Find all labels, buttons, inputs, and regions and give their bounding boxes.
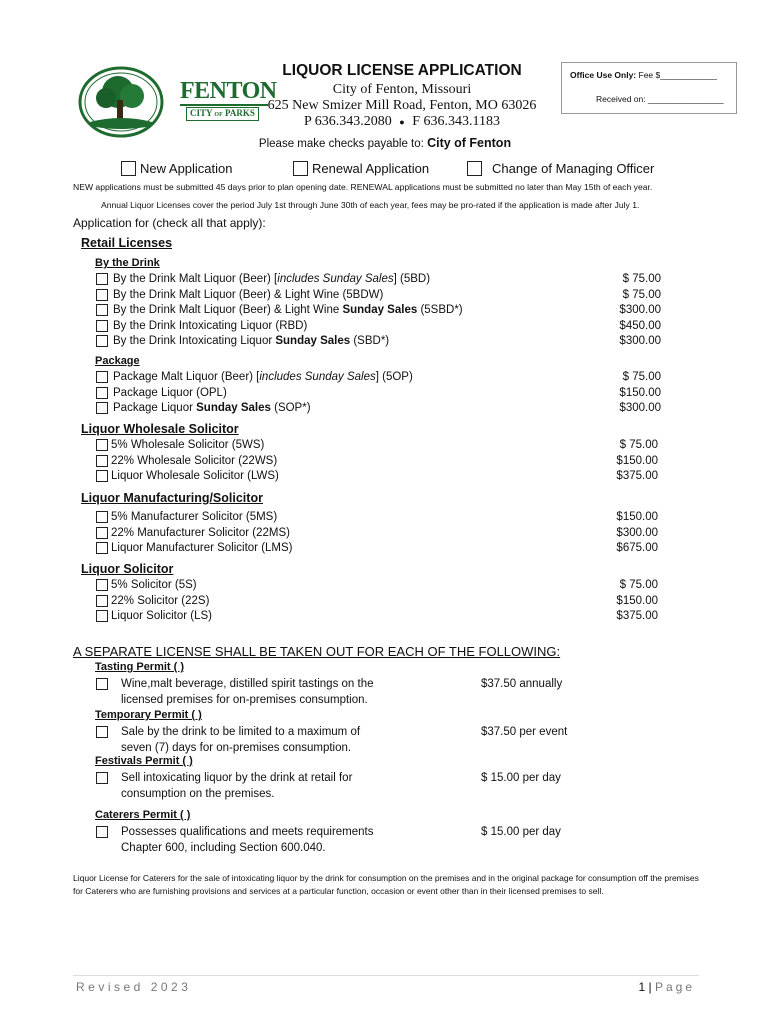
period-note: Annual Liquor Licenses cover the period July 1st through June 30th of each year, fees may be pro-rated if the application is made after July 1. [101,200,640,210]
change-officer-label: Change of Managing Officer [492,161,655,176]
caterers-note: Liquor License for Caterers for the sale of intoxicating liquor by the drink for consumption on the premises and in the original package for consumption off the premises for Caterers who are furnishing provisions and services at a particular function, occasion or event other than in their licensed premises to sell. [73,873,699,896]
check-all-label: Application for (check all that apply): [73,216,266,230]
page-number: 1 [638,980,646,994]
logo-wordmark: FENTON [180,78,277,104]
by-drink-item-suffix: (SBD*) [350,335,390,348]
deadline-note: NEW applications must be submitted 45 days prior to plan opening date. RENEWAL applications must be submitted no later than May 15th of each year. [73,182,653,192]
wholesale-item-label [111,469,279,483]
permit-checkbox[interactable] [96,726,108,738]
wholesale-item-checkbox[interactable] [96,470,108,482]
logo-underline [180,104,268,106]
package-item-text: Package Malt Liquor (Beer) [ [113,371,260,383]
payable-to: City of Fenton [427,136,512,150]
package-item-price: $ 75.00 [622,371,661,383]
package-item-checkbox[interactable] [96,402,108,414]
package-item-checkbox[interactable] [96,371,108,383]
office-use-label: Office Use Only: [570,70,637,80]
permit-description-line1: Possesses qualifications and meets requirements [121,826,374,838]
solicitor-item-label [111,609,212,623]
manufacturing-item-text: 22% Manufacturer Solicitor (22MS) [111,526,290,539]
by-drink-item-checkbox[interactable] [96,335,108,347]
solicitor-item-label [111,594,209,608]
manufacturing-item-label [111,510,277,524]
solicitor-item-checkbox[interactable] [96,579,108,591]
solicitor-item-checkbox[interactable] [96,595,108,607]
fee-field[interactable]: Fee $____________ [638,70,717,80]
wholesale-item-text: 22% Wholesale Solicitor (22WS) [111,454,278,467]
package-item-label [113,401,311,415]
by-drink-item-price: $ 75.00 [622,273,661,285]
retail-licenses-heading: Retail Licenses [81,236,173,250]
page-separator: | [648,980,652,994]
page-word: Page [654,980,695,994]
address-line: 625 New Smizer Mill Road, Fenton, MO 63026 [267,98,537,113]
by-drink-item-checkbox[interactable] [96,273,108,285]
manufacturing-item-text: Liquor Manufacturer Solicitor (LMS) [111,542,293,555]
package-heading: Package [95,355,140,367]
logo-tagline [186,107,259,121]
logo-tag-city: CITY [190,108,213,118]
package-item-price: $300.00 [619,402,661,415]
permit-price: $37.50 per event [481,726,568,738]
permit-checkbox[interactable] [96,678,108,690]
package-item-suffix: (SOP*) [270,402,311,415]
package-item-suffix: ] (5OP) [375,371,413,383]
permit-description-line2: seven (7) days for on-premises consumption. [121,742,352,754]
solicitor-item-price: $ 75.00 [619,579,658,591]
payable-label: Please make checks payable to: [258,138,424,150]
solicitor-item-checkbox[interactable] [96,610,108,622]
by-drink-item-price: $450.00 [619,319,661,332]
payable-line [0,136,770,150]
permit-title: Tasting Permit ( ) [95,661,185,673]
permit-description-line2: consumption on the premises. [121,788,275,800]
manufacturing-item-label [111,526,290,540]
manufacturing-item-checkbox[interactable] [96,511,108,523]
solicitor-item-label [111,578,197,592]
manufacturing-item-price: $675.00 [616,542,658,555]
solicitor-item-text: 5% Solicitor (5S) [111,579,197,591]
manufacturing-item-checkbox[interactable] [96,527,108,539]
by-drink-item-label [113,303,463,317]
wholesale-item-label [111,438,264,452]
package-item-price: $150.00 [619,386,661,399]
by-drink-item-checkbox[interactable] [96,320,108,332]
wholesale-item-label [111,454,277,468]
permit-checkbox[interactable] [96,826,108,838]
by-drink-item-label [113,334,389,348]
footer-rule [73,975,699,976]
city-line: City of Fenton, Missouri [332,82,472,97]
phone-number: P 636.343.2080 [304,114,392,129]
logo-tag-parks: PARKS [225,108,255,118]
permit-price: $ 15.00 per day [481,826,561,838]
solicitor-item-text: 22% Solicitor (22S) [111,594,210,607]
manufacturing-item-label [111,541,293,555]
solicitor-item-price: $375.00 [616,610,658,623]
solicitor-item-text: Liquor Solicitor (LS) [111,610,212,623]
city-logo [78,66,278,138]
solicitor-heading: Liquor Solicitor [81,562,174,576]
wholesale-item-text: Liquor Wholesale Solicitor (LWS) [111,470,279,483]
by-drink-item-text: By the Drink Malt Liquor (Beer) [ [113,273,278,285]
package-item-label [113,386,227,400]
bullet-icon: ● [399,117,405,127]
manufacturing-item-price: $300.00 [616,526,658,539]
change-officer-checkbox[interactable] [467,161,482,176]
wholesale-heading: Liquor Wholesale Solicitor [81,422,239,436]
new-application-checkbox[interactable] [121,161,136,176]
phone-fax-line [260,114,544,130]
office-use-box [561,62,737,114]
solicitor-item-price: $150.00 [616,594,658,607]
wholesale-item-checkbox[interactable] [96,455,108,467]
page-title: LIQUOR LICENSE APPLICATION [282,62,522,79]
manufacturing-heading: Liquor Manufacturing/Solicitor [81,491,263,505]
received-field[interactable]: Received on: ________________ [596,94,724,104]
by-drink-item-italic: includes Sunday Sales [277,273,394,285]
manufacturing-item-checkbox[interactable] [96,542,108,554]
by-drink-item-text: By the Drink Malt Liquor (Beer) & Light Wine (5BDW) [113,288,384,301]
package-item-label [113,370,413,384]
by-drink-item-label [113,288,383,302]
package-item-text: Package Liquor (OPL) [113,386,227,399]
fax-number: F 636.343.1183 [412,114,500,129]
permit-checkbox[interactable] [96,772,108,784]
by-drink-item-label [113,319,307,333]
package-item-text: Package Liquor [113,402,197,415]
manufacturing-item-price: $150.00 [616,511,658,523]
renewal-application-checkbox[interactable] [293,161,308,176]
by-drink-item-checkbox[interactable] [96,304,108,316]
manufacturing-item-text: 5% Manufacturer Solicitor (5MS) [111,511,278,523]
page-indicator [600,980,695,994]
separate-license-heading: A SEPARATE LICENSE SHALL BE TAKEN OUT FOR EACH OF THE FOLLOWING: [73,644,561,659]
permit-title: Caterers Permit ( ) [95,809,191,821]
by-drink-item-checkbox[interactable] [96,289,108,301]
wholesale-item-price: $150.00 [616,454,658,467]
new-application-label: New Application [140,161,233,176]
permit-price: $37.50 annually [481,678,563,690]
permit-title: Festivals Permit ( ) [95,755,193,767]
tree-seal-icon [78,66,164,138]
package-item-bold: Sunday Sales [196,402,271,415]
by-drink-item-text: By the Drink Malt Liquor (Beer) & Light Wine [113,304,343,317]
by-drink-item-price: $300.00 [619,335,661,348]
by-drink-item-price: $ 75.00 [622,288,661,301]
permit-description-line2: Chapter 600, including Section 600.040. [121,842,326,854]
permit-description-line1: Sale by the drink to be limited to a maximum of [121,726,361,738]
permit-description-line1: Wine,malt beverage, distilled spirit tastings on the [121,678,374,690]
wholesale-item-checkbox[interactable] [96,439,108,451]
permit-description-line1: Sell intoxicating liquor by the drink at retail for [121,772,353,784]
by-drink-item-label [113,272,430,286]
renewal-application-label: Renewal Application [312,161,430,176]
wholesale-item-price: $375.00 [616,470,658,483]
permit-title: Temporary Permit ( ) [95,709,202,721]
package-item-checkbox[interactable] [96,387,108,399]
by-drink-item-text: By the Drink Intoxicating Liquor [113,335,276,348]
permit-description-line2: licensed premises for on-premises consumption. [121,694,368,706]
by-drink-item-price: $300.00 [619,304,661,317]
by-drink-item-suffix: ] (5BD) [393,273,431,285]
by-drink-item-text: By the Drink Intoxicating Liquor (RBD) [113,319,308,332]
wholesale-item-text: 5% Wholesale Solicitor (5WS) [111,439,265,451]
package-item-italic: includes Sunday Sales [259,371,376,383]
revised-label: Revised 2023 [76,980,192,994]
logo-tag-of: OF [214,112,223,118]
by-the-drink-heading: By the Drink [95,257,160,269]
permit-price: $ 15.00 per day [481,772,561,784]
by-drink-item-bold: Sunday Sales [342,304,418,317]
by-drink-item-suffix: (5SBD*) [417,304,463,317]
by-drink-item-bold: Sunday Sales [275,335,351,348]
wholesale-item-price: $ 75.00 [619,439,658,451]
